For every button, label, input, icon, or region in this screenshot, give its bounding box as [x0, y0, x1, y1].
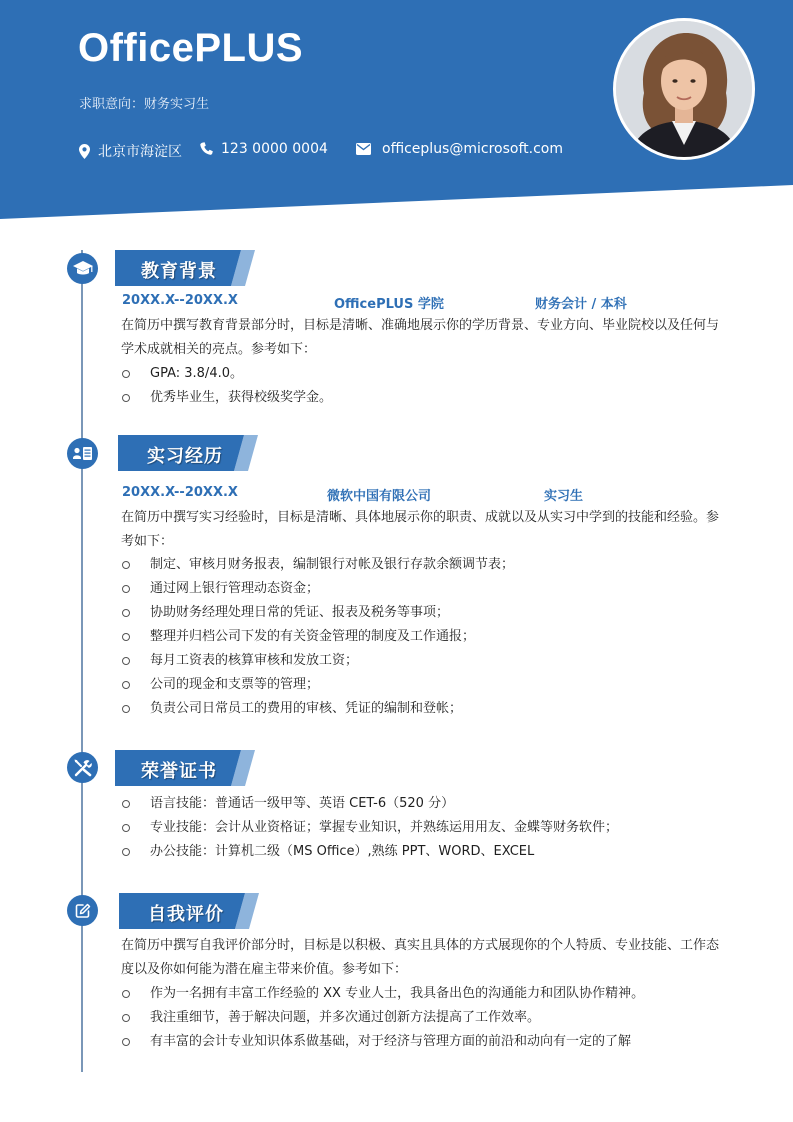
tools-icon [74, 759, 92, 777]
contact-email [356, 141, 563, 157]
job-objective: 求职意向：财务实习生 [79, 97, 210, 112]
list-item: 负责公司日常员工的费用的审核、凭证的编制和登帐； [121, 697, 741, 721]
honors-list [121, 792, 741, 864]
edit-icon [75, 903, 91, 919]
email-text: officeplus@microsoft.com [382, 141, 563, 157]
self-eval-list [121, 982, 741, 1054]
honors-section-icon [67, 752, 98, 783]
education-school: OfficePLUS 学院 [334, 297, 444, 312]
list-item: 通过网上银行管理动态资金； [121, 577, 741, 601]
internship-section-icon [67, 438, 98, 469]
location-text: 北京市海淀区 [98, 144, 182, 160]
internship-position: 实习生 [544, 489, 584, 504]
profile-card-icon [73, 446, 92, 461]
internship-title: 实习经历 [147, 446, 223, 467]
avatar-photo [613, 18, 755, 160]
honors-title: 荣誉证书 [141, 761, 217, 782]
education-description: 在简历中撰写教育背景部分时，目标是清晰、准确地展示你的学历背景、专业方向、毕业院校以及任何与学术成就相关的亮点。参考如下： [121, 318, 720, 357]
phone-text: 123 0000 0004 [221, 141, 328, 157]
self-eval-title: 自我评价 [148, 904, 224, 925]
list-item: 语言技能：普通话一级甲等、英语 CET-6（520 分） [121, 792, 741, 816]
resume-name: OfficePLUS [78, 26, 304, 70]
graduation-cap-icon [73, 261, 93, 277]
list-item: 优秀毕业生，获得校级奖学金。 [121, 386, 741, 410]
contact-phone [200, 141, 328, 157]
internship-description: 在简历中撰写实习经验时，目标是清晰、具体地展示你的职责、成就以及从实习中学到的技能和经验。参考如下： [121, 510, 720, 549]
list-item: 每月工资表的核算审核和发放工资； [121, 649, 741, 673]
contact-location [79, 141, 182, 161]
self-eval-description: 在简历中撰写自我评价部分时，目标是以积极、真实且具体的方式展现你的个人特质、专业技能、工作态度以及你如何能为潜在雇主带来价值。参考如下： [121, 938, 720, 977]
portrait-illustration [616, 21, 752, 157]
list-item: 制定、审核月财务报表，编制银行对帐及银行存款余额调节表； [121, 553, 741, 577]
list-item: 协助财务经理处理日常的凭证、报表及税务等事项； [121, 601, 741, 625]
list-item: 我注重细节，善于解决问题，并多次通过创新方法提高了工作效率。 [121, 1006, 741, 1030]
education-date: 20XX.X--20XX.X [122, 293, 238, 308]
internship-date: 20XX.X--20XX.X [122, 485, 238, 500]
location-pin-icon [79, 144, 90, 159]
education-list [121, 362, 741, 410]
list-item: 整理并归档公司下发的有关资金管理的制度及工作通报； [121, 625, 741, 649]
self-eval-section-icon [67, 895, 98, 926]
list-item: 作为一名拥有丰富工作经验的 XX 专业人士，我具备出色的沟通能力和团队协作精神。 [121, 982, 741, 1006]
list-item: 公司的现金和支票等的管理； [121, 673, 741, 697]
education-major: 财务会计 / 本科 [535, 297, 627, 312]
education-title: 教育背景 [141, 261, 217, 282]
education-section-icon [67, 253, 98, 284]
list-item: GPA: 3.8/4.0。 [121, 362, 741, 386]
envelope-icon [356, 143, 371, 155]
list-item: 专业技能：会计从业资格证；掌握专业知识，并熟练运用用友、金蝶等财务软件； [121, 816, 741, 840]
honors-section-header [115, 750, 255, 786]
list-item: 有丰富的会计专业知识体系做基础，对于经济与管理方面的前沿和动向有一定的了解 [121, 1030, 741, 1054]
self-eval-section-header [119, 893, 259, 929]
list-item: 办公技能：计算机二级（MS Office）,熟练 PPT、WORD、EXCEL [121, 840, 741, 864]
internship-list [121, 553, 741, 721]
internship-company: 微软中国有限公司 [327, 489, 432, 504]
timeline-line [81, 250, 83, 1072]
phone-icon [200, 142, 213, 156]
education-section-header [115, 250, 255, 286]
internship-section-header [118, 435, 258, 471]
